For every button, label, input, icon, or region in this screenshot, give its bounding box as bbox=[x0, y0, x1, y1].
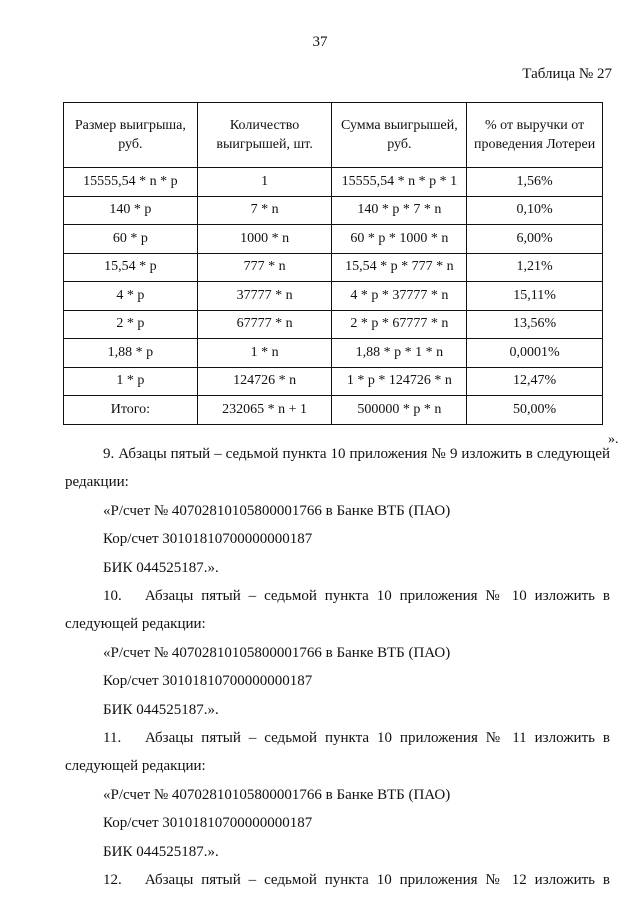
page-number: 37 bbox=[312, 34, 328, 50]
cell-revenue-percent: 6,00% bbox=[467, 225, 603, 254]
item-10-bik: БИК 044525187.». bbox=[103, 701, 219, 718]
item-10-line-1 bbox=[65, 582, 610, 610]
prize-table bbox=[63, 102, 603, 425]
item-10-line-2: следующей редакции: bbox=[65, 616, 206, 633]
item-11-text: Абзацы пятый – седьмой пункта 10 приложения № 11 изложить в bbox=[144, 730, 611, 747]
table-row bbox=[64, 253, 603, 282]
cell-prize-sum: 15,54 * p * 777 * n bbox=[332, 253, 467, 282]
cell-prize-size: 60 * p bbox=[64, 225, 198, 254]
cell-total-percent: 50,00% bbox=[467, 396, 603, 425]
cell-prize-size: 1 * p bbox=[64, 367, 198, 396]
cell-prize-size: 2 * p bbox=[64, 310, 198, 339]
cell-prize-count: 7 * n bbox=[197, 196, 332, 225]
table-caption: Таблица № 27 bbox=[522, 66, 612, 82]
table-closing-quote: ». bbox=[608, 432, 619, 447]
item-11-number: 11. bbox=[103, 730, 122, 747]
cell-prize-sum: 140 * p * 7 * n bbox=[332, 196, 467, 225]
item-10-corr-account: Кор/счет 30101810700000000187 bbox=[103, 673, 313, 690]
cell-revenue-percent: 13,56% bbox=[467, 310, 603, 339]
cell-revenue-percent: 1,56% bbox=[467, 168, 603, 197]
cell-revenue-percent: 12,47% bbox=[467, 367, 603, 396]
item-11-corr-account: Кор/счет 30101810700000000187 bbox=[103, 815, 313, 832]
table-row bbox=[64, 282, 603, 311]
item-11-line-2: следующей редакции: bbox=[65, 758, 206, 775]
item-11-account: «Р/счет № 40702810105800001766 в Банке ВТБ (ПАО) bbox=[103, 786, 451, 803]
header-revenue-percent: % от выручки от проведения Лотереи bbox=[467, 103, 603, 168]
table-row bbox=[64, 367, 603, 396]
table-row bbox=[64, 225, 603, 254]
cell-prize-size: 15,54 * p bbox=[64, 253, 198, 282]
item-12-line-1 bbox=[65, 866, 610, 894]
cell-prize-size: 15555,54 * n * p bbox=[64, 168, 198, 197]
cell-prize-size: 140 * p bbox=[64, 196, 198, 225]
item-10-account: «Р/счет № 40702810105800001766 в Банке ВТБ (ПАО) bbox=[103, 644, 451, 661]
header-prize-sum: Сумма выигрышей, руб. bbox=[332, 103, 467, 168]
cell-prize-sum: 1 * p * 124726 * n bbox=[332, 367, 467, 396]
item-12-number: 12. bbox=[103, 872, 122, 889]
table-header-row bbox=[64, 103, 603, 168]
item-9-account: «Р/счет № 40702810105800001766 в Банке ВТБ (ПАО) bbox=[103, 502, 451, 519]
cell-prize-sum: 2 * p * 67777 * n bbox=[332, 310, 467, 339]
cell-revenue-percent: 0,0001% bbox=[467, 339, 603, 368]
cell-revenue-percent: 1,21% bbox=[467, 253, 603, 282]
item-10-number: 10. bbox=[103, 588, 122, 605]
header-prize-count: Количество выигрышей, шт. bbox=[197, 103, 332, 168]
item-9-line-2: редакции: bbox=[65, 474, 129, 491]
cell-prize-count: 67777 * n bbox=[197, 310, 332, 339]
cell-prize-count: 37777 * n bbox=[197, 282, 332, 311]
table-row bbox=[64, 310, 603, 339]
cell-total-sum: 500000 * p * n bbox=[332, 396, 467, 425]
cell-prize-size: 1,88 * p bbox=[64, 339, 198, 368]
item-9-line-1 bbox=[65, 440, 610, 468]
item-9-corr-account: Кор/счет 30101810700000000187 bbox=[103, 531, 313, 548]
cell-revenue-percent: 0,10% bbox=[467, 196, 603, 225]
cell-prize-sum: 1,88 * p * 1 * n bbox=[332, 339, 467, 368]
cell-prize-size: 4 * p bbox=[64, 282, 198, 311]
table-total-row bbox=[64, 396, 603, 425]
cell-total-count: 232065 * n + 1 bbox=[197, 396, 332, 425]
cell-prize-count: 1000 * n bbox=[197, 225, 332, 254]
item-12-text: Абзацы пятый – седьмой пункта 10 приложения № 12 изложить в bbox=[144, 872, 610, 889]
table-row bbox=[64, 339, 603, 368]
item-9-number: 9. bbox=[103, 446, 115, 462]
item-9-bik: БИК 044525187.». bbox=[103, 559, 219, 576]
document-body bbox=[65, 440, 610, 895]
cell-revenue-percent: 15,11% bbox=[467, 282, 603, 311]
table-row bbox=[64, 196, 603, 225]
cell-total-label: Итого: bbox=[64, 396, 198, 425]
cell-prize-count: 1 * n bbox=[197, 339, 332, 368]
item-9-text: Абзацы пятый – седьмой пункта 10 приложения № 9 изложить в следующей bbox=[118, 446, 611, 462]
cell-prize-count: 1 bbox=[197, 168, 332, 197]
header-prize-size: Размер выигрыша, руб. bbox=[64, 103, 198, 168]
item-11-bik: БИК 044525187.». bbox=[103, 843, 219, 860]
item-11-line-1 bbox=[65, 724, 610, 752]
cell-prize-sum: 15555,54 * n * p * 1 bbox=[332, 168, 467, 197]
table-row bbox=[64, 168, 603, 197]
cell-prize-sum: 60 * p * 1000 * n bbox=[332, 225, 467, 254]
cell-prize-sum: 4 * p * 37777 * n bbox=[332, 282, 467, 311]
item-10-text: Абзацы пятый – седьмой пункта 10 приложения № 10 изложить в bbox=[144, 588, 610, 605]
cell-prize-count: 777 * n bbox=[197, 253, 332, 282]
cell-prize-count: 124726 * n bbox=[197, 367, 332, 396]
